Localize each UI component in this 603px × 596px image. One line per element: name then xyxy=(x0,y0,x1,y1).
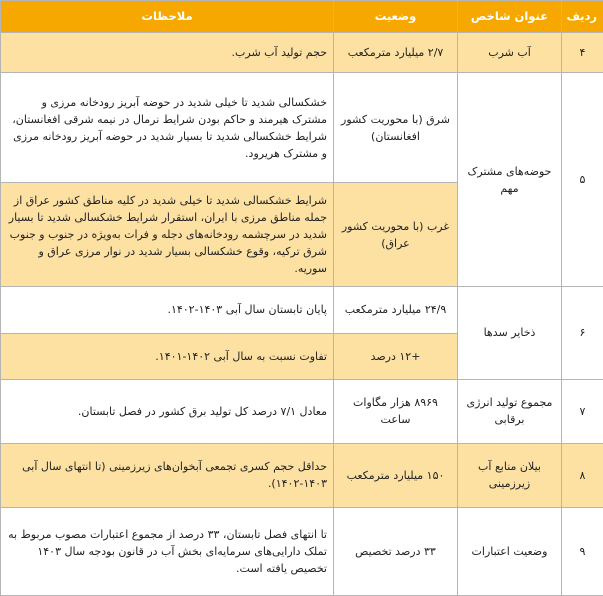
table-row xyxy=(1,379,603,443)
indicator-title: آب شرب xyxy=(458,33,562,73)
indicator-notes: شرایط خشکسالی شدید تا خیلی شدید در کلیه مناطق کشور عراق از جمله مناطق مرزی با ایران، استقرار شرایط خشکسالی شدید تا بسیار شدید در سرچشمه رودخانه‌های دجله و فرات به‌ویژه در جنوب و جنوب شرق ترکیه، وقوع خشکسالی بسیار شدید در نوار مرزی عراق و سوریه. xyxy=(1,183,334,287)
indicator-status: غرب (با محوریت کشور عراق) xyxy=(334,183,458,287)
indicator-notes: تا انتهای فصل تابستان، ۳۳ درصد از مجموع اعتبارات مصوب مربوط به تملک دارایی‌های سرمایه‌ای بخش آب در قانون بودجه سال ۱۴۰۳ تخصیص یافته است. xyxy=(1,507,334,595)
indicator-status: ۱۵۰ میلیارد مترمکعب xyxy=(334,443,458,507)
table-row xyxy=(1,287,603,333)
table-row xyxy=(1,73,603,183)
indicator-notes: تفاوت نسبت به سال آبی ۱۴۰۲-۱۴۰۱. xyxy=(1,333,334,379)
indicator-title: حوضه‌های مشترک مهم xyxy=(458,73,562,287)
indicator-title: مجموع تولید انرژی برقابی xyxy=(458,379,562,443)
indicator-title: بیلان منابع آب زیرزمینی xyxy=(458,443,562,507)
table-header-row xyxy=(1,1,603,33)
indicator-notes: پایان تابستان سال آبی ۱۴۰۳-۱۴۰۲. xyxy=(1,287,334,333)
indicator-notes: حجم تولید آب شرب. xyxy=(1,33,334,73)
row-number: ۸ xyxy=(562,443,603,507)
indicator-status: ۸۹۶۹ هزار مگاوات ساعت xyxy=(334,379,458,443)
header-title: عنوان شاخص xyxy=(458,1,562,33)
header-status: وضعیت xyxy=(334,1,458,33)
table-row xyxy=(1,443,603,507)
indicator-title: وضعیت اعتبارات xyxy=(458,507,562,595)
indicator-title: ذخایر سدها xyxy=(458,287,562,379)
indicator-notes: خشکسالی شدید تا خیلی شدید در حوضه آبریز رودخانه مرزی و مشترک هیرمند و حاکم بودن شرایط نرمال در نیمه شرقی افغانستان، شرایط خشکسالی شدید تا بسیار شدید در حوضه آبریز رودخانه مرزی و مشترک هریرود. xyxy=(1,73,334,183)
row-number: ۷ xyxy=(562,379,603,443)
indicator-status: ۲/۷ میلیارد مترمکعب xyxy=(334,33,458,73)
header-notes: ملاحظات xyxy=(1,1,334,33)
row-number: ۴ xyxy=(562,33,603,73)
indicator-status: +۱۲ درصد xyxy=(334,333,458,379)
table-row xyxy=(1,507,603,595)
row-number: ۶ xyxy=(562,287,603,379)
indicator-notes: معادل ۷/۱ درصد کل تولید برق کشور در فصل تابستان. xyxy=(1,379,334,443)
indicator-status: شرق (با محوریت کشور افغانستان) xyxy=(334,73,458,183)
indicator-status: ۳۳ درصد تخصیص xyxy=(334,507,458,595)
indicator-notes: حداقل حجم کسری تجمعی آبخوان‌های زیرزمینی (تا انتهای سال آبی ۱۴۰۳-۱۴۰۲). xyxy=(1,443,334,507)
row-number: ۹ xyxy=(562,507,603,595)
row-number: ۵ xyxy=(562,73,603,287)
table-row xyxy=(1,33,603,73)
indicator-status: ۲۴/۹ میلیارد مترمکعب xyxy=(334,287,458,333)
header-radif: ردیف xyxy=(562,1,603,33)
